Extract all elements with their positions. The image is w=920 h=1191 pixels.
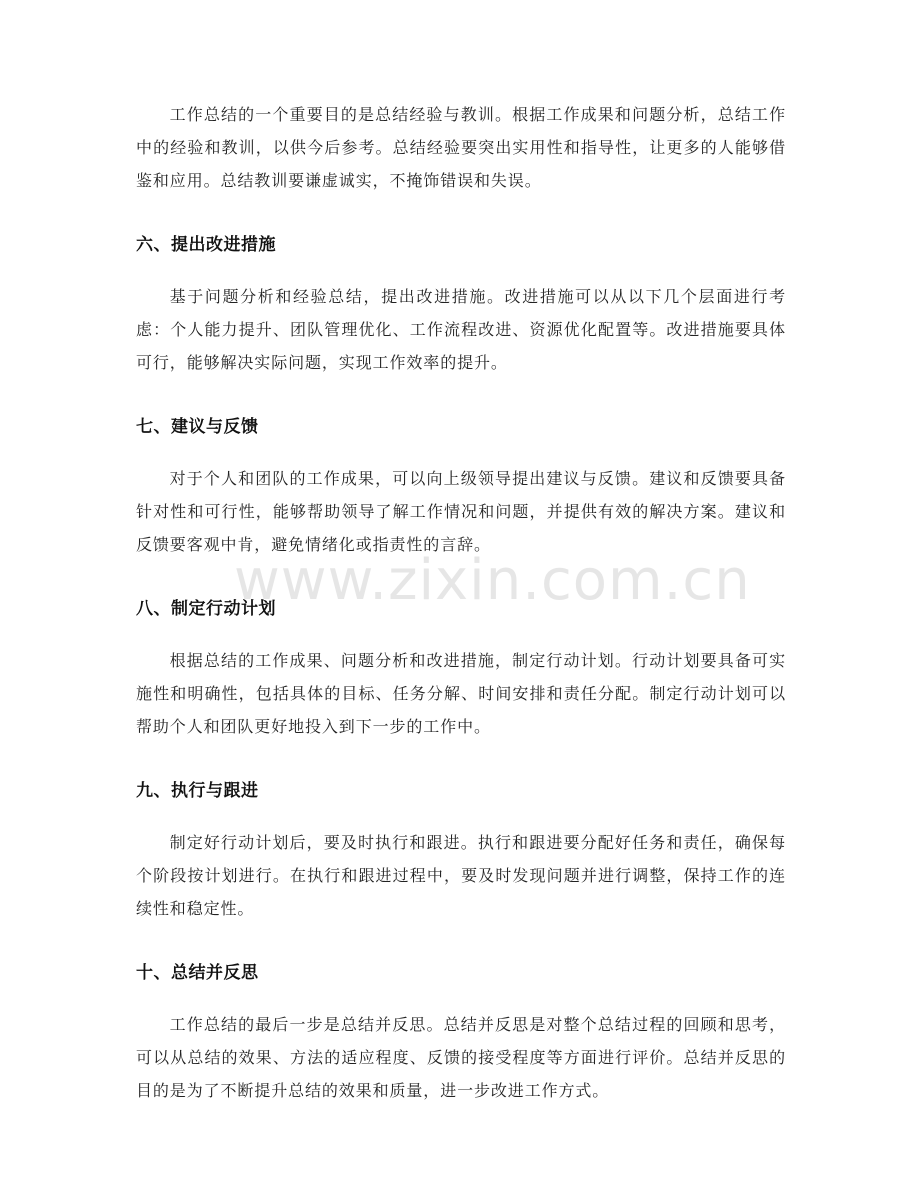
watermark: www.zixin.com.cn (234, 548, 751, 613)
section-heading-7: 七、建议与反馈 (136, 417, 259, 437)
section-paragraph-10: 工作总结的最后一步是总结并反思。总结并反思是对整个总结过程的回顾和思考，可以从总结的效果、方法的适应程度、反馈的接受程度等方面进行评价。总结并反思的目的是为了不断提升总结的效果和质量，进一步改进工作方式。 (136, 1015, 786, 1100)
section-paragraph-6: 基于问题分析和经验总结，提出改进措施。改进措施可以从以下几个层面进行考虑：个人能力提升、团队管理优化、工作流程改进、资源优化配置等。改进措施要具体可行，能够解决实际问题，实现工作效率的提升。 (136, 287, 786, 372)
document-body (136, 98, 786, 1107)
section-heading-6: 六、提出改进措施 (136, 235, 276, 255)
section-paragraph-7: 对于个人和团队的工作成果，可以向上级领导提出建议与反馈。建议和反馈要具备针对性和可行性，能够帮助领导了解工作情况和问题，并提供有效的解决方案。建议和反馈要客观中肯，避免情绪化或指责性的言辞。 (136, 469, 786, 554)
section-paragraph-9: 制定好行动计划后，要及时执行和跟进。执行和跟进要分配好任务和责任，确保每个阶段按计划进行。在执行和跟进过程中，要及时发现问题并进行调整，保持工作的连续性和稳定性。 (136, 833, 786, 918)
section-heading-10: 十、总结并反思 (136, 963, 259, 983)
intro-paragraph: 工作总结的一个重要目的是总结经验与教训。根据工作成果和问题分析，总结工作中的经验和教训，以供今后参考。总结经验要突出实用性和指导性，让更多的人能够借鉴和应用。总结教训要谦虚诚实，不掩饰错误和失误。 (136, 105, 786, 190)
section-heading-9: 九、执行与跟进 (136, 781, 259, 801)
section-heading-8: 八、制定行动计划 (136, 599, 276, 619)
section-paragraph-8: 根据总结的工作成果、问题分析和改进措施，制定行动计划。行动计划要具备可实施性和明确性，包括具体的目标、任务分解、时间安排和责任分配。制定行动计划可以帮助个人和团队更好地投入到下一步的工作中。 (136, 651, 786, 736)
